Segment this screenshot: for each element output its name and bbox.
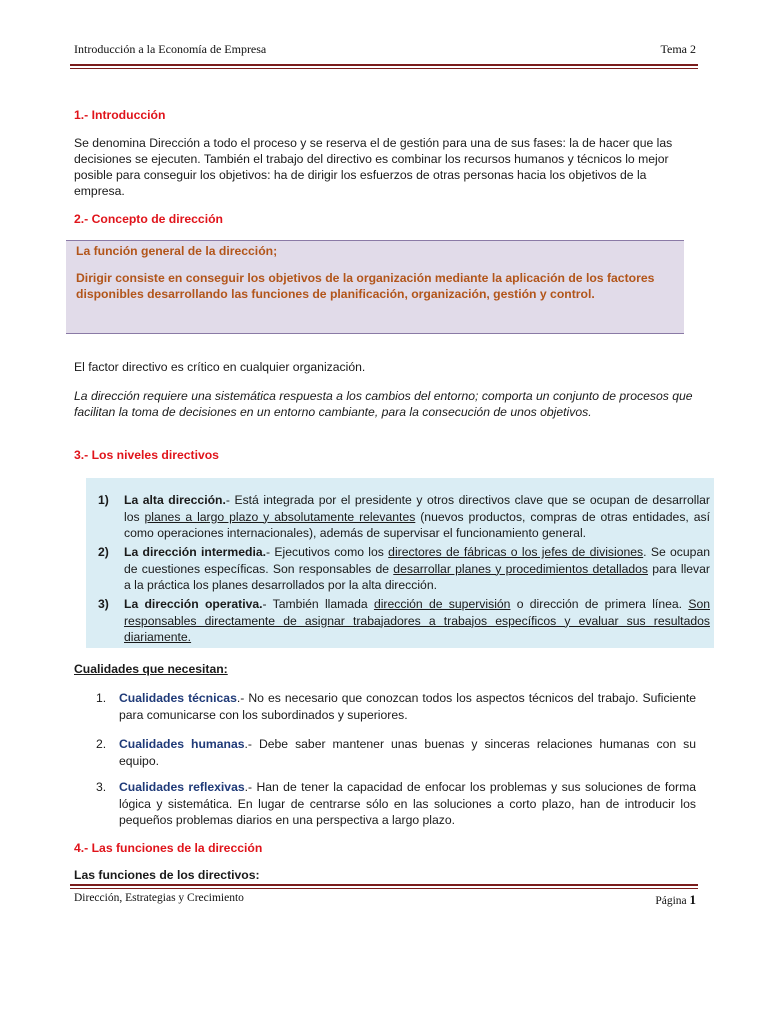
definition-box [66, 240, 684, 334]
page-num: 1 [689, 892, 696, 907]
section-1-heading: 1.- Introducción [74, 108, 166, 122]
list-item [96, 736, 696, 769]
footer-rule [70, 884, 698, 886]
intro-paragraph: Se denomina Dirección a todo el proceso y se reserva el de gestión para una de sus fases: la de hacer que las decisiones se ejecuten. También el trabajo del directivo es combinar los recursos humanos y técnicos lo mejor posible para conseguir los objetivos: ha de dirigir los esfuerzos de otras personas hacia los objetivos de la empresa. [74, 136, 673, 198]
header-title: Introducción a la Economía de Empresa [74, 42, 267, 56]
level-underlined: planes a largo plazo y absolutamente relevantes [144, 509, 416, 524]
quality-number: 1. [96, 691, 107, 705]
footer-rule-thin [70, 888, 698, 889]
definition-box-title: La función general de la dirección; [76, 244, 278, 258]
definition-box-text: Dirigir consiste en conseguir los objetivos de la organización mediante la aplicación de los factores disponibles desarrollando las funciones de planificación, organización, gestión y control. [76, 271, 655, 301]
italic-paragraph: La dirección requiere una sistemática respuesta a los cambios del entorno; comporta un conjunto de procesos que facilitan la toma de decisiones en un entorno cambiante, para la consecución de unos objetivos. [74, 389, 693, 419]
page-header [74, 42, 696, 57]
list-item [98, 544, 710, 594]
header-rule [70, 64, 698, 66]
level-number: 1) [98, 493, 109, 507]
section-2-heading: 2.- Concepto de dirección [74, 212, 223, 226]
factor-paragraph: El factor directivo es crítico en cualquier organización. [74, 360, 366, 374]
qualities-heading: Cualidades que necesitan: [74, 662, 228, 676]
footer-title: Dirección, Estrategias y Crecimiento [74, 892, 244, 904]
functions-subheading: Las funciones de los directivos: [74, 868, 260, 882]
quality-text: .- No es necesario que conozcan todos los aspectos técnicos del trabajo. Suficiente para comunicarse con los subordinados y superiores. [119, 691, 697, 722]
page-number [655, 892, 696, 908]
page-label: Página [655, 895, 687, 907]
header-topic: Tema 2 [660, 42, 696, 56]
level-text: para llevar a la práctica los planes desarrollados por la alta dirección. [124, 561, 710, 592]
levels-box [86, 478, 714, 648]
quality-key: Cualidades reflexivas [119, 780, 245, 794]
level-heading: La dirección operativa. [124, 597, 263, 611]
quality-key: Cualidades humanas [119, 737, 245, 751]
level-heading: La alta dirección. [124, 493, 226, 507]
quality-number: 2. [96, 737, 107, 751]
level-text: . Se ocupan de cuestiones específicas. Son responsables de [124, 545, 711, 576]
quality-text: .- Han de tener la capacidad de enfocar los problemas y sus soluciones de forma lógica y sistemática. En lugar de centrarse sólo en las soluciones a corto plazo, han de introducir los pequeños problemas diarios en una perspectiva a largo plazo. [119, 780, 697, 827]
list-item [96, 779, 696, 829]
level-text: - Está integrada por el presidente y otros directivos clave que se ocupan de desarrollar los [124, 493, 710, 524]
list-item [96, 690, 696, 723]
level-text: - Ejecutivos como los [266, 545, 389, 559]
level-underlined: desarrollar planes y procedimientos detallados [393, 561, 649, 576]
level-number: 2) [98, 545, 109, 559]
quality-text: .- Debe saber mantener unas buenas y sinceras relaciones humanas con su equipo. [119, 737, 696, 768]
level-text: (nuevos productos, compras de otras entidades, así como operaciones internacionales), además de supervisar el funcionamiento general. [124, 509, 710, 540]
page-footer [74, 892, 696, 908]
header-rule-thin [70, 68, 698, 69]
level-heading: La dirección intermedia. [124, 545, 267, 559]
section-4-heading: 4.- Las funciones de la dirección [74, 841, 263, 855]
section-3-heading: 3.- Los niveles directivos [74, 448, 219, 462]
level-underlined: Son responsables directamente de asignar trabajadores a trabajos específicos y evaluar sus resultados diariamente. [124, 597, 710, 644]
level-text: - También llamada [262, 597, 374, 611]
list-item [98, 596, 710, 646]
level-text: o dirección de primera línea. [510, 597, 689, 611]
level-underlined: directores de fábricas o los jefes de divisiones [388, 545, 644, 559]
quality-number: 3. [96, 780, 107, 794]
quality-key: Cualidades técnicas [119, 691, 237, 705]
level-underlined: dirección de supervisión [373, 597, 511, 611]
list-item [98, 492, 710, 542]
level-number: 3) [98, 597, 109, 611]
